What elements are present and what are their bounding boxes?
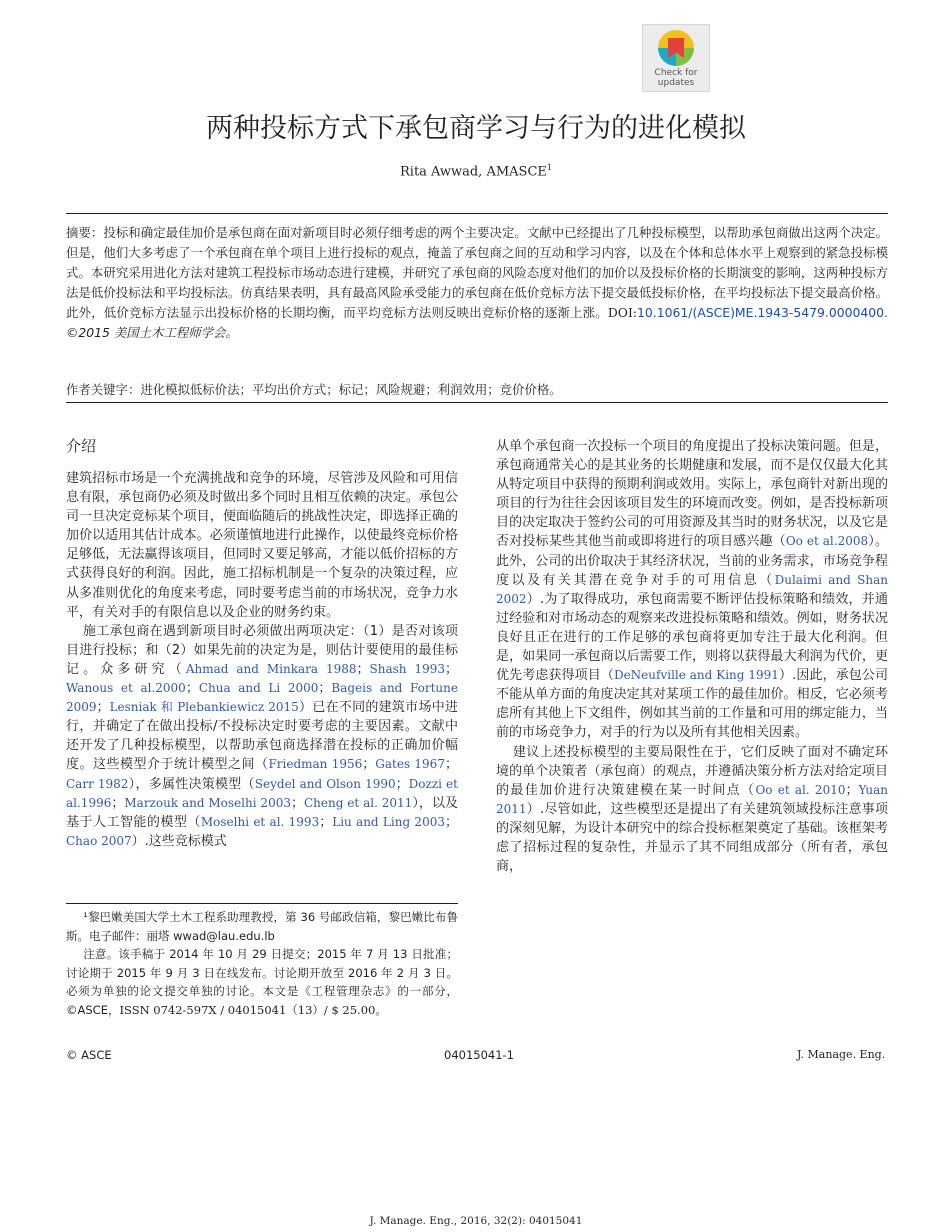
footnote-affiliation: ¹黎巴嫩美国大学土木工程系助理教授，第 36 号邮政信箱，黎巴嫩比布鲁斯。电子邮件：丽塔 wwad@lau.edu.lb xyxy=(66,910,458,943)
text-run: ），以及基于人工智能的模型（ xyxy=(66,795,458,830)
body-paragraph-1 xyxy=(496,437,888,743)
citation-link[interactable]: Oo et al.2008 xyxy=(785,534,869,549)
text-run: ）已在不同的建筑市场中进行，并确定了在做出投标/不投标决定时要考虑的主要因素。文献中还开发了几种投标模型，以帮助承包商选择潜在投标的正确加价幅度。这些模型介于统计模型之间（ xyxy=(66,700,458,773)
text-run: ）.因此，承包公司不能从单方面的角度决定其对某项工作的最佳加价。相反，它必须考虑所有其他上下文组件，例如其当前的工作量和可用的绑定能力，当前的市场竞争力，对手的行为以及所有其他相关因素。 xyxy=(496,668,888,741)
separator: ； xyxy=(111,795,125,811)
footnote-rule xyxy=(66,903,458,904)
left-column xyxy=(66,469,458,851)
issn-text: ISSN 0742-597X / 04015041（13）/ $ 25.00。 xyxy=(119,1002,387,1017)
citation-link[interactable]: Seydel and Olson 1990 xyxy=(254,776,396,791)
copyright-symbol: © xyxy=(66,325,79,340)
section-heading-introduction: 介绍 xyxy=(66,437,97,455)
check-for-updates-badge[interactable] xyxy=(642,24,710,92)
citation-link[interactable]: Moselhi et al. 1993 xyxy=(200,814,320,829)
citation-link[interactable]: Chao 2007 xyxy=(66,833,132,848)
separator: ； xyxy=(318,681,332,697)
article-title: 两种投标方式下承包商学习与行为的进化模拟 xyxy=(206,113,746,144)
separator: ； xyxy=(444,757,458,773)
doi-label: DOI: xyxy=(607,305,638,320)
citation-link[interactable]: Ahmad and Minkara 1988 xyxy=(185,661,357,676)
separator: ； xyxy=(319,814,333,830)
right-column xyxy=(496,437,888,876)
text-run: ）.为了取得成功，承包商需要不断评估投标策略和绩效，并通过经验和对市场动态的观察来改进投标策略和绩效。例如，财务状况良好且正在进行的工作足够的承包商将更加专注于最大化利润。但是，如果同一承包商以后需要工作，则将以获得最大利润为代价，更优先考虑获得项目（ xyxy=(496,591,888,684)
text-run: ）.尽管如此，这些模型还是提出了有关建筑领域投标注意事项的深刻见解，为设计本研究中的综合投标框架奠定了基础。该框架考虑了招标过程的复杂性，并显示了其不同组成部分（所有者，承包商， xyxy=(496,801,888,875)
citation-link[interactable]: Lesniak 和 Plebankiewicz 2015 xyxy=(109,700,299,715)
text-run: 注意。该手稿于 2014 年 10 月 29 日提交；2015 年 7 月 13 日批准；讨论期于 2015 年 9 月 3 日在线发布。讨论期开放至 2016 年 2 月 3 日。必须为单独的论文提交单独的讨论。本文是《工程管理杂志》的一部分，©ASCE， xyxy=(66,947,458,1017)
citation-link[interactable]: Shash 1993 xyxy=(369,661,445,676)
intro-paragraph-2 xyxy=(66,622,458,851)
intro-paragraph-1: 建筑招标市场是一个充满挑战和竞争的环境，尽管涉及风险和可用信息有限，承包商仍必须及时做出多个同时且相互依赖的决定。承包公司一旦决定竞标某个项目，便面临随后的挑战性决定，即选择正确的加价以适用其估计成本。必须谨慎地进行此操作，以使最终竞标价格足够低，无法赢得该项目，但同时又要足够高，才能以低价招标的方式获得良好的利润。因此，施工招标机制是一个复杂的决策过程，应从多准则优化的角度来考虑，同时要考虑当前的市场状况，竞争力水平，有关对手的有限信息以及企业的财务约束。 xyxy=(66,471,458,620)
separator: ； xyxy=(96,700,110,716)
citation-link[interactable]: Wanous et al.2000 xyxy=(66,681,186,696)
citation-link[interactable]: Oo et al. 2010 xyxy=(755,782,846,797)
text-run: 从单个承包商一次投标一个项目的角度提出了投标决策问题。但是，承包商通常关心的是其业务的长期健康和发展，而不是仅仅最大化其从特定项目中获得的预期利润或效用。实际上，承包商针对新出现的项目的行为往往会因该项目发生的环境而改变。例如，是否投标新项目的决定取决于签约公司的可用资源及其当时的财务状况，以及它是否对投标某些其他当前或即将进行的项目感兴趣（ xyxy=(496,439,888,550)
separator: ； xyxy=(845,782,859,798)
citation-link[interactable]: Marzouk and Moselhi 2003 xyxy=(124,795,291,810)
footnotes xyxy=(66,908,458,1019)
separator: ； xyxy=(444,814,458,830)
text-run: ）。此外，公司的出价取决于其经济状况，当前的业务需求，市场竞争程度以及有关其潜在竞争对手的可用信息（ xyxy=(496,534,888,588)
citation-link[interactable]: Gates 1967 xyxy=(375,757,445,772)
footer-journal: J. Manage. Eng. xyxy=(797,1048,886,1061)
separator: ； xyxy=(185,681,199,697)
separator: ； xyxy=(356,661,370,677)
citation-link[interactable]: Chua and Li 2000 xyxy=(198,681,319,696)
author-footnote-mark: 1 xyxy=(546,163,552,172)
text-run: 建议上述投标模型的主要局限性在于，它们反映了面对不确定环境的单个决策者（承包商）的观点，并遵循决策分析方法对给定项目的最佳加价进行决策建模在某一时间点（ xyxy=(496,744,888,798)
separator: ； xyxy=(395,776,409,792)
bottom-citation: J. Manage. Eng., 2016, 32(2): 04015041 xyxy=(369,1215,583,1227)
abstract-top-rule xyxy=(66,213,888,214)
author-keywords: 作者关键字：进化模拟低标价法；平均出价方式；标记；风险规避；利润效用；竞价价格。 xyxy=(66,382,562,397)
keywords-bottom-rule xyxy=(66,402,888,403)
citation-link[interactable]: Liu and Ling 2003 xyxy=(332,814,445,829)
footer-page-id: 04015041-1 xyxy=(444,1048,514,1062)
footer-publisher: © ASCE xyxy=(66,1048,112,1062)
citation-link[interactable]: Dulaimi and Shan 2002 xyxy=(496,572,888,606)
badge-line2: updates xyxy=(657,78,695,88)
body-paragraph-2 xyxy=(496,743,888,877)
doi-link[interactable]: 10.1061/(ASCE)ME.1943-5479.0000400. xyxy=(637,305,888,320)
citation-link[interactable]: Carr 1982 xyxy=(66,776,129,791)
footnote-note xyxy=(66,945,458,1019)
copyright-text: 2015 美国土木工程师学会。 xyxy=(78,325,238,340)
badge-line1: Check for xyxy=(654,68,698,78)
separator: ； xyxy=(290,795,304,811)
citation-link[interactable]: Cheng et al. 2011 xyxy=(304,795,413,810)
author-line xyxy=(0,163,952,179)
citation-link[interactable]: DeNeufville and King 1991 xyxy=(613,668,779,683)
text-run: ）.这些竞标模式 xyxy=(131,833,227,849)
abstract-text: 摘要：投标和确定最佳加价是承包商在面对新项目时必须仔细考虑的两个主要决定。文献中已经提出了几种投标模型，以帮助承包商做出这两个决定。但是，他们大多考虑了一个承包商在单个项目上进行投标的观点，掩盖了承包商之间的互动和学习内容，以及在个体和总体水平上观察到的紧急投标模式。本研究采用进化方法对建筑工程投标市场动态进行建模，并研究了承包商的风险态度对他们的加价以及投标价格的长期演变的影响，这两种投标方法是低价投标法和平均投标法。仿真结果表明，具有最高风险承受能力的承包商在低价竞标方法下提交最低投标价格，在平均投标法下提交最高价格。此外，低价竞标方法显示出投标价格的长期均衡，而平均竞标方法则反映出竞标价格的逐渐上涨。 xyxy=(66,225,888,320)
citation-link[interactable]: Dozzi et al.1996 xyxy=(66,776,458,810)
separator: ； xyxy=(445,661,459,677)
separator: ； xyxy=(362,757,376,773)
citation-link[interactable]: Bageis and Fortune 2009 xyxy=(66,681,458,715)
text-run: 施工承包商在遇到新项目时必须做出两项决定：（1）是否对该项目进行投标；和（2）如果先前的决定为是，则估计要使用的最佳标记。众多研究（ xyxy=(66,623,458,677)
author-names: Rita Awwad, AMASCE xyxy=(400,164,547,180)
abstract xyxy=(66,223,888,343)
citation-link[interactable]: Friedman 1956 xyxy=(268,757,363,772)
citation-link[interactable]: Yuan 2011 xyxy=(496,782,888,816)
crossmark-icon xyxy=(658,30,694,66)
text-run: ），多属性决策模型（ xyxy=(128,776,255,792)
